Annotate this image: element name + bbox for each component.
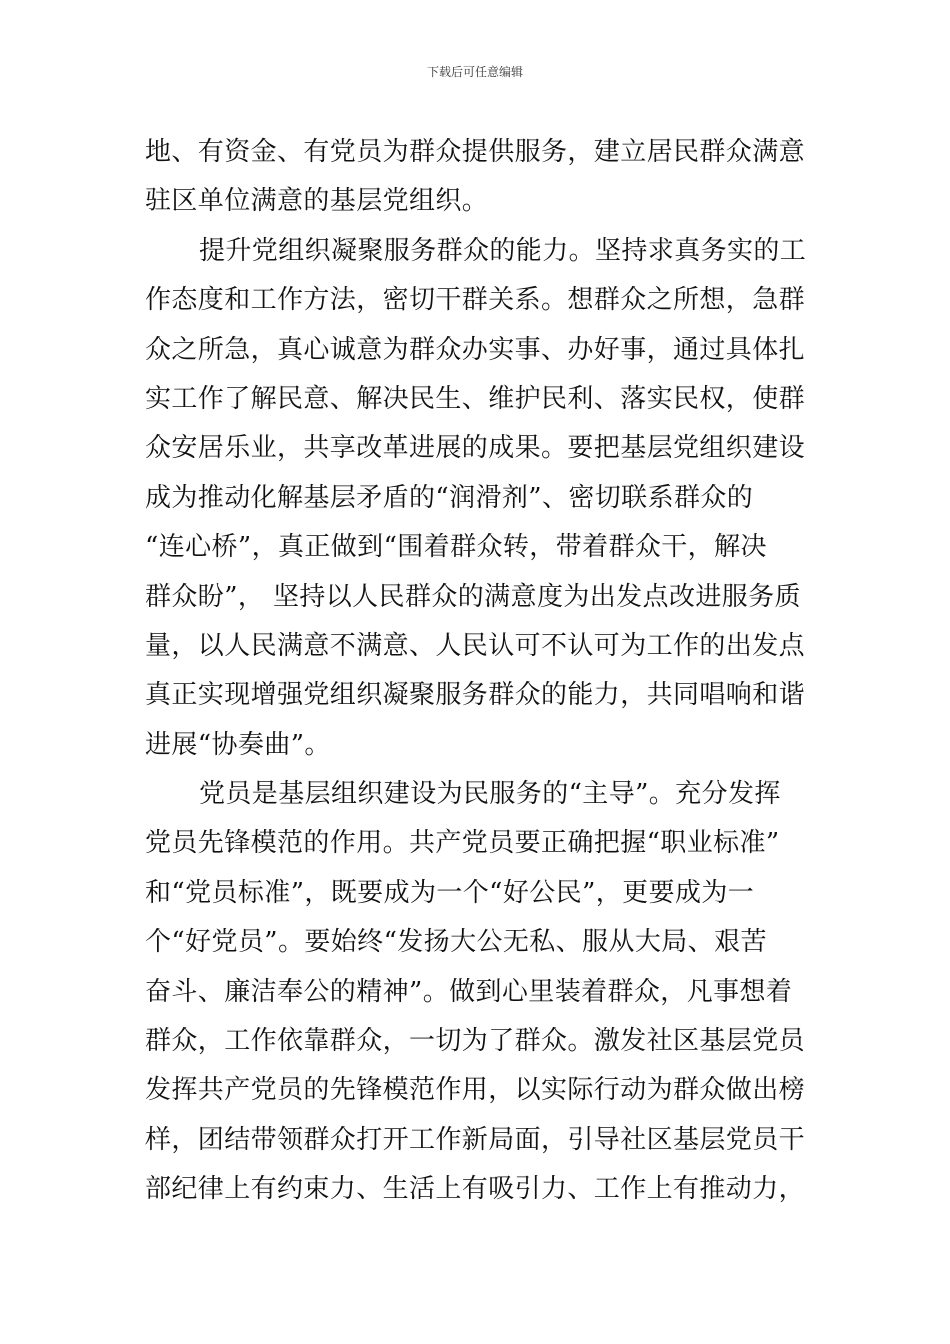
paragraph-first-line: 提升党组织凝聚服务群众的能力。坚持求真务实的工 [199,235,807,266]
text-line: 量，以人民满意不满意、人民认可不认可为工作的出发点 [145,630,806,661]
text-line: “连心桥”，真正做到“围着群众转，带着群众干，解决 [145,532,767,563]
paragraph-first-line: 党员是基层组织建设为民服务的“主导”。充分发挥 [199,779,781,810]
text-line: 驻区单位满意的基层党组织。 [145,186,489,217]
text-line: 众安居乐业，共享改革进展的成果。要把基层党组织建设 [145,433,806,464]
text-line: 成为推动化解基层矛盾的“润滑剂”、密切联系群众的 [145,482,754,513]
text-line: 奋斗、廉洁奉公的精神”。做到心里装着群众，凡事想着 [145,976,793,1007]
text-line: 众之所急，真心诚意为群众办实事、办好事，通过具体扎 [145,334,806,365]
page-header: 下载后可任意编辑 [426,65,523,79]
text-line: 个“好党员”。要始终“发扬大公无私、服从大局、艰苦 [145,927,767,958]
text-line: 党员先锋模范的作用。共产党员要正确把握“职业标准” [145,828,780,859]
text-line: 实工作了解民意、解决民生、维护民利、落实民权，使群 [145,383,806,414]
text-line: 群众，工作依靠群众，一切为了群众。激发社区基层党员 [145,1026,806,1057]
text-line: 作态度和工作方法，密切干群关系。想群众之所想，急群 [145,285,806,316]
text-line: 真正实现增强党组织凝聚服务群众的能力，共同唱响和谐 [145,680,806,711]
text-line: 发挥共产党员的先锋模范作用，以实际行动为群众做出榜 [145,1075,806,1106]
text-line: 地、有资金、有党员为群众提供服务，建立居民群众满意 [145,137,806,167]
text-line: 样，团结带领群众打开工作新局面，引导社区基层党员干 [145,1124,806,1155]
text-line: 和“党员标准”，既要成为一个“好公民”，更要成为一 [145,877,755,908]
text-line: 群众盼”， 坚持以人民群众的满意度为出发点改进服务质 [145,581,801,612]
document-body [145,128,807,1215]
text-line: 部纪律上有约束力、生活上有吸引力、工作上有推动力， [145,1174,806,1205]
text-line: 进展“协奏曲”。 [145,729,331,760]
